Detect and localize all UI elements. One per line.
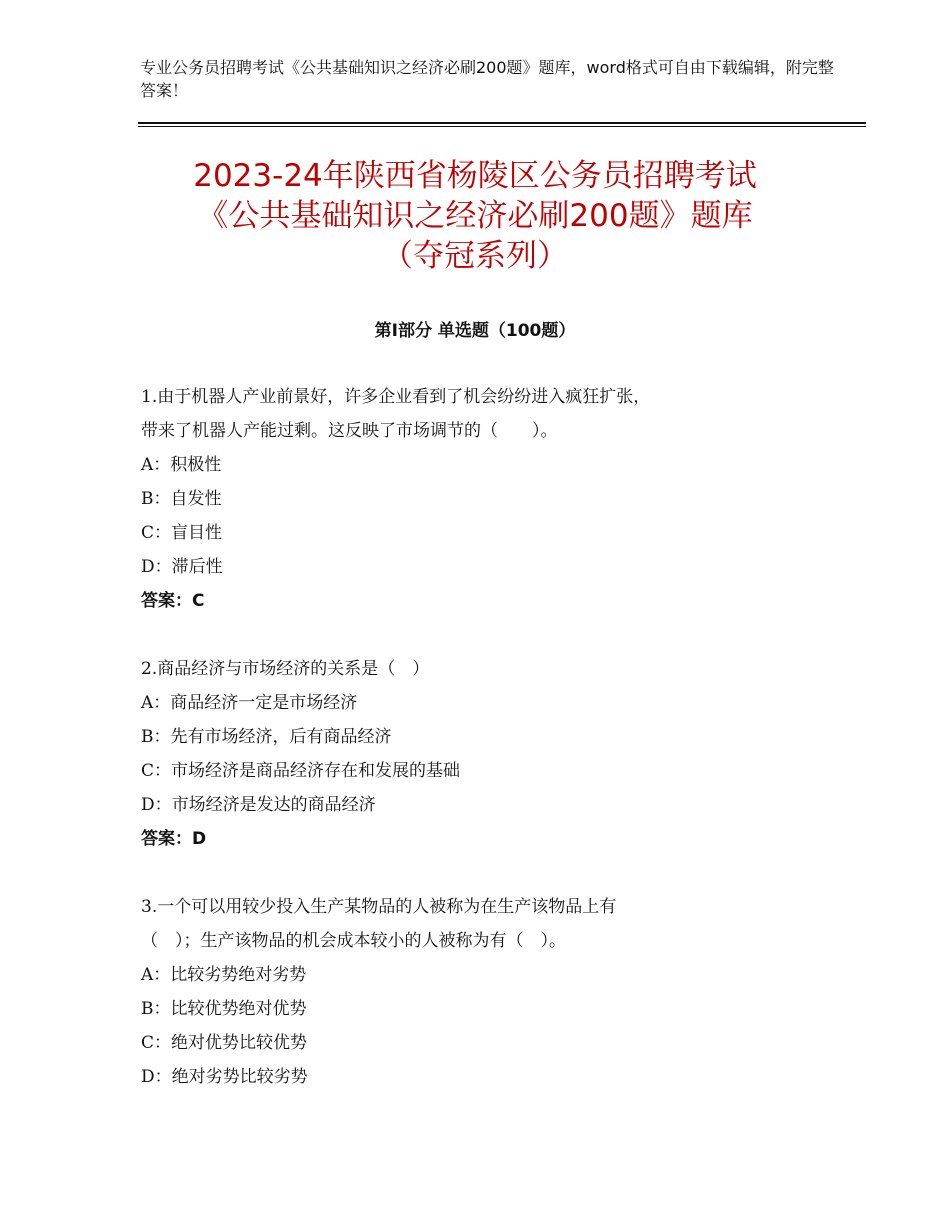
document-title	[120, 156, 830, 276]
question-1-stem-line-2: 带来了机器人产能过剩。这反映了市场调节的（ ）。	[141, 421, 558, 441]
header-divider-thick	[138, 122, 866, 124]
question-3-stem-line-1: 3.一个可以用较少投入生产某物品的人被称为在生产该物品上有	[141, 897, 617, 917]
question-list	[141, 380, 801, 1128]
question-3-option-a: A：比较劣势绝对劣势	[141, 965, 307, 985]
question-2-option-a: A：商品经济一定是市场经济	[141, 693, 358, 713]
question-2-option-b: B：先有市场经济，后有商品经济	[141, 727, 392, 747]
section-heading: 第Ⅰ部分 单选题（100题）	[374, 321, 576, 341]
question-3-option-b: B：比较优势绝对优势	[141, 999, 307, 1019]
question-1-answer: 答案：C	[141, 591, 205, 611]
question-1-stem-line-1: 1.由于机器人产业前景好，许多企业看到了机会纷纷进入疯狂扩张，	[141, 387, 651, 407]
question-1-option-d: D：滞后性	[141, 557, 223, 577]
question-3-option-d: D：绝对劣势比较劣势	[141, 1067, 308, 1087]
question-2-stem-line-1: 2.商品经济与市场经济的关系是（ ）	[141, 659, 430, 679]
title-line-3: （夺冠系列）	[382, 238, 568, 274]
question-1-option-b: B：自发性	[141, 489, 222, 509]
title-line-2: 《公共基础知识之经济必刷200题》题库	[197, 198, 753, 234]
question-2-answer: 答案：D	[141, 829, 207, 849]
question-2-option-d: D：市场经济是发达的商品经济	[141, 795, 376, 815]
title-line-1: 2023-24年陕西省杨陵区公务员招聘考试	[193, 158, 757, 194]
question-1	[141, 380, 801, 618]
question-2-option-c: C：市场经济是商品经济存在和发展的基础	[141, 761, 461, 781]
question-1-option-a: A：积极性	[141, 455, 222, 475]
header-note: 专业公务员招聘考试《公共基础知识之经济必刷200题》题库，word格式可自由下载编辑，附完整答案！	[140, 58, 834, 100]
header-divider-thin	[138, 126, 866, 127]
question-3-stem-line-2: （ ）；生产该物品的机会成本较小的人被称为有（ ）。	[141, 931, 566, 951]
question-2	[141, 652, 801, 856]
question-1-option-c: C：盲目性	[141, 523, 223, 543]
question-3	[141, 890, 801, 1094]
question-3-option-c: C：绝对优势比较优势	[141, 1033, 308, 1053]
